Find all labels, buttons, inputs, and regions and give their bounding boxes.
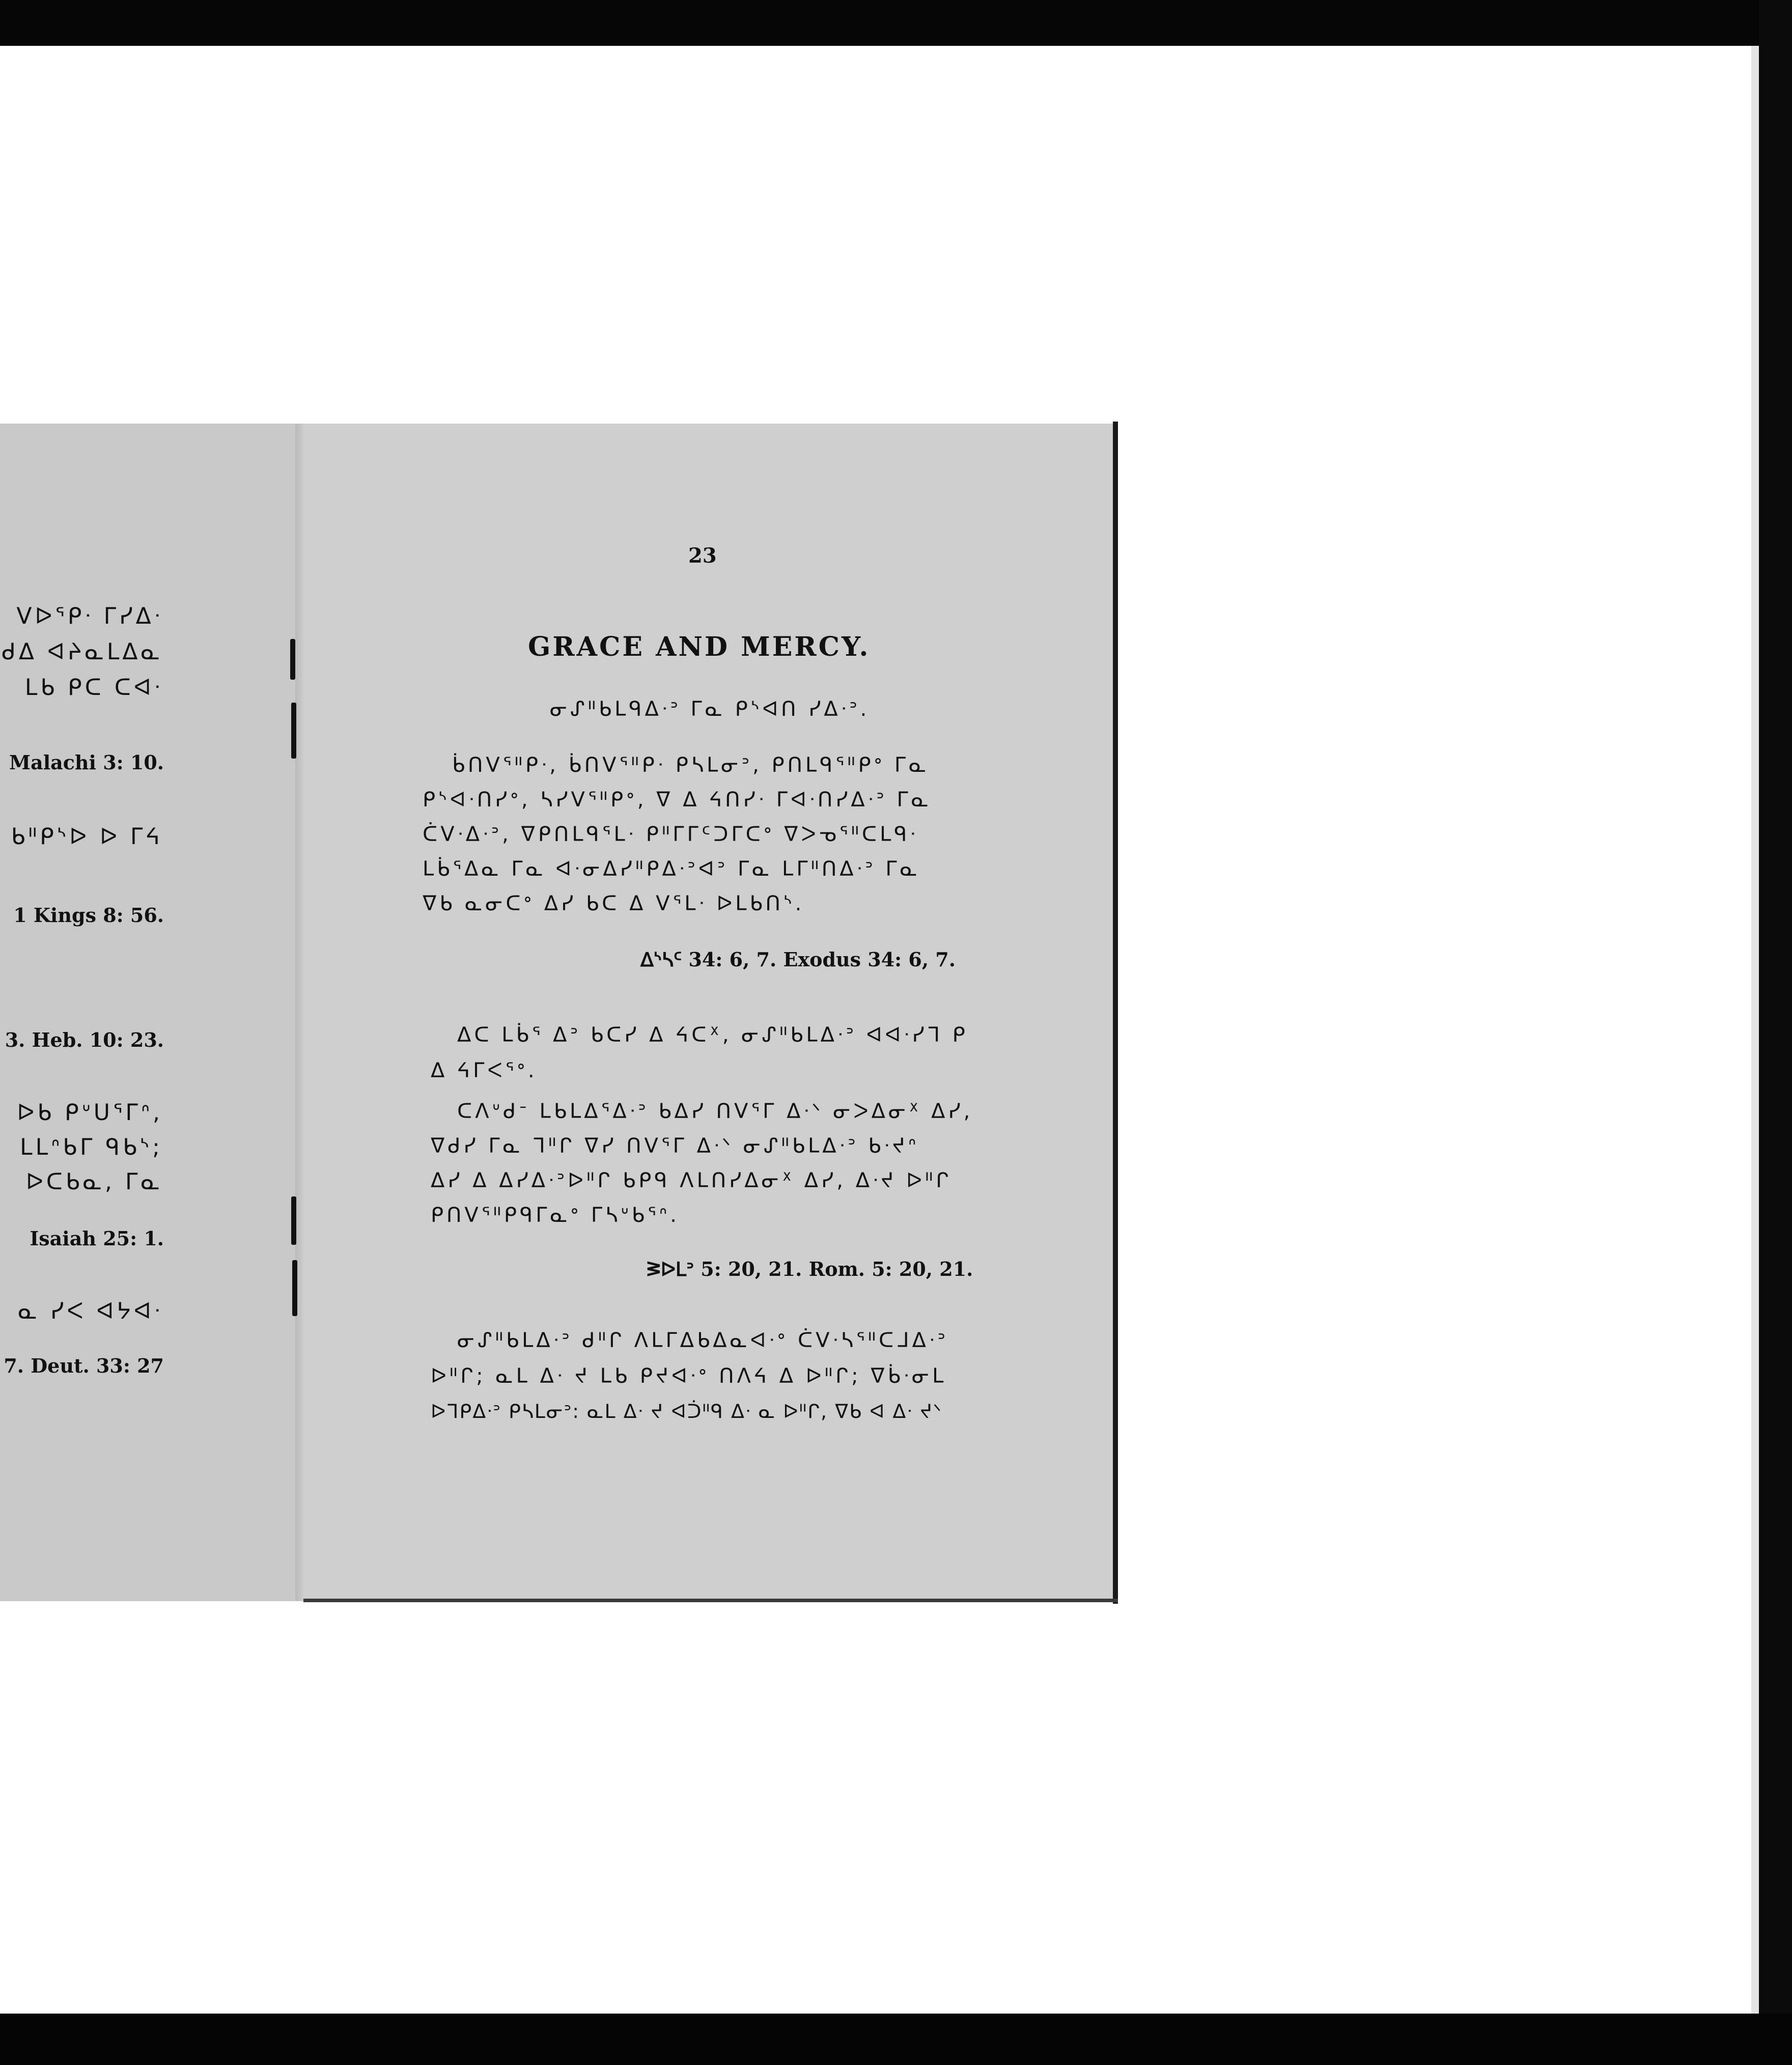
paragraph-line: ᐁᑯᓯ ᒥᓇ ᒣᐦᒋ ᐁᓯ ᑎᐯᕐᒥ ᐃᐧᐠ ᓂᔑᐦᑲᒪᐃᐧᐣ ᑲᐧᔪᐢ: [431, 1134, 919, 1158]
left-line: ᒪᑲ ᑭᑕ ᑕᐊᐧ: [24, 675, 163, 701]
paragraph-line: ᐃᑕ ᒪᑳᕐ ᐃᐣ ᑲᑕᓯ ᐃ ᔦᑕᕽ, ᓂᔑᐦᑲᒪᐃᐧᐣ ᐊᐊᐧᓯᒣ ᑭ: [457, 1023, 968, 1047]
binding-stitch: [292, 1260, 297, 1316]
sheet-edge: [1751, 41, 1759, 2016]
page-number: 23: [688, 544, 717, 568]
paragraph-line: ᑕᐱᐡᑯᐨ ᒪᑲᒪᐃᕐᐃᐧᐣ ᑲᐃᓯ ᑎᐯᕐᒥ ᐃᐧᐠ ᓂᐳᐃᓂᕽ ᐃᓯ,: [457, 1100, 973, 1123]
section-subtitle: ᓂᔑᐦᑲᒪᑫᐃᐧᐣ ᒥᓇ ᑭᔅᐊᑎ ᓯᐃᐧᐣ.: [550, 697, 870, 721]
left-ref: 7. Deut. 33: 27: [4, 1354, 164, 1377]
paragraph-line: ᐁᑲ ᓇᓂᑕᐤ ᐃᓯ ᑲᑕ ᐃ ᐯᕐᒪᐧ ᐅᒪᑲᑎᔅ.: [423, 892, 805, 915]
right-page: [303, 424, 1116, 1601]
left-ref: 3. Heb. 10: 23.: [5, 1028, 164, 1051]
binding-stitch: [290, 639, 295, 680]
left-line: ᓇ ᓯᐸ ᐊᔭᐊᐧ: [18, 1298, 163, 1324]
paragraph-line: ᐅᒣᑭᐃᐧᐣ ᑭᓴᒪᓂᐣ: ᓇᒪ ᐃᐧ ᔪ ᐊᑑᐦᑫ ᐃᐧ ᓇ ᐅᐦᒋ, ᐁᑲ ᐊ ᐃᐧ ᔪᐠ: [431, 1400, 943, 1422]
paragraph-line: ᓂᔑᐦᑲᒪᐃᐧᐣ ᑯᐦᒋ ᐱᒪᒥᐃᑲᐃᓇᐊᐧᐤ ᑖᐯᐧᓴᕐᐦᑕᒧᐃᐧᐣ: [457, 1329, 948, 1352]
left-page: [0, 424, 301, 1601]
film-border-right: [1759, 0, 1792, 2065]
binding-stitch: [291, 1196, 296, 1245]
page-edge-bottom: [303, 1599, 1118, 1602]
scripture-reference: ᐃᔅᓴᑦ 34: 6, 7. Exodus 34: 6, 7.: [640, 948, 956, 971]
page-edge-shadow: [1113, 422, 1118, 1604]
paragraph-line: ᑳᑎᐯᕐᐦᑭᐧ, ᑳᑎᐯᕐᐦᑭᐧ ᑭᓴᒪᓂᐣ, ᑭᑎᒪᑫᕐᐦᑭᐤ ᒥᓇ: [452, 754, 930, 777]
left-line: ᐅᑲ ᑭᐡᑌᕐᒥᐢ,: [17, 1100, 163, 1126]
paragraph-line: ᐅᐦᒋ; ᓇᒪ ᐃᐧ ᔪ ᒪᑲ ᑭᔪᐊᐧᐤ ᑎᐱᔦ ᐃ ᐅᐦᒋ; ᐁᑳᐧᓂᒪ: [431, 1364, 947, 1388]
paragraph-line: ᐃ ᔦᒥᐸᕐᐤ.: [431, 1059, 538, 1082]
paragraph-line: ᑭᑎᐯᕐᐦᑭᑫᒥᓇᐤ ᒥᓴᐡᑲᕐᐢ.: [431, 1204, 680, 1227]
paragraph-line: ᒪᑳᕐᐃᓇ ᒥᓇ ᐊᐧᓂᐃᓯᐦᑭᐃᐧᐣᐊᐣ ᒥᓇ ᒪᒥᐦᑎᐃᐧᐣ ᒥᓇ: [423, 857, 920, 881]
binding-stitch: [291, 703, 296, 759]
section-title: GRACE AND MERCY.: [528, 631, 871, 662]
film-border-bottom: [0, 2014, 1792, 2065]
left-ref: Isaiah 25: 1.: [30, 1227, 164, 1250]
left-line: ᑯᐃ ᐊᔨᓇᒪᐃᓇ: [2, 639, 163, 665]
left-line: ᒪᒪᐢᑲᒥ ᑫᑲᔅ;: [20, 1134, 163, 1160]
left-ref: 1 Kings 8: 56.: [13, 904, 164, 927]
left-line: ᐅᑕᑲᓇ, ᒥᓇ: [25, 1169, 163, 1195]
film-border-top: [0, 0, 1792, 46]
paragraph-line: ᑭᔅᐊᐧᑎᓯᐤ, ᓴᓯᐯᕐᐦᑭᐤ, ᐁ ᐃ ᔦᑎᓯᐧ ᒥᐊᐧᑎᓯᐃᐧᐣ ᒥᓇ: [423, 788, 932, 812]
left-line: ᑲᐦᑭᔅᐅ ᐅ ᒥᔦ: [11, 824, 163, 850]
left-line: ᐯᐅᕐᑭᐧ ᒥᓯᐃᐧ: [16, 603, 163, 629]
paragraph-line: ᑖᐯᐧᐃᐧᐣ, ᐁᑭᑎᒪᑫᕐᒪᐧ ᑭᐦᒥᒥᑦᑐᒥᑕᐤ ᐁᐳᓀᕐᐦᑕᒪᑫᐧ: [423, 823, 918, 846]
scripture-reference: ᕒᐅᒪᐣ 5: 20, 21. Rom. 5: 20, 21.: [647, 1258, 973, 1280]
paragraph-line: ᐃᓯ ᐃ ᐃᓯᐃᐧᐣᐅᐦᒋ ᑲᑭᑫ ᐱᒪᑎᓯᐃᓂᕽ ᐃᓯ, ᐃᐧᔪ ᐅᐦᒋ: [431, 1169, 952, 1192]
left-ref: Malachi 3: 10.: [9, 751, 164, 774]
